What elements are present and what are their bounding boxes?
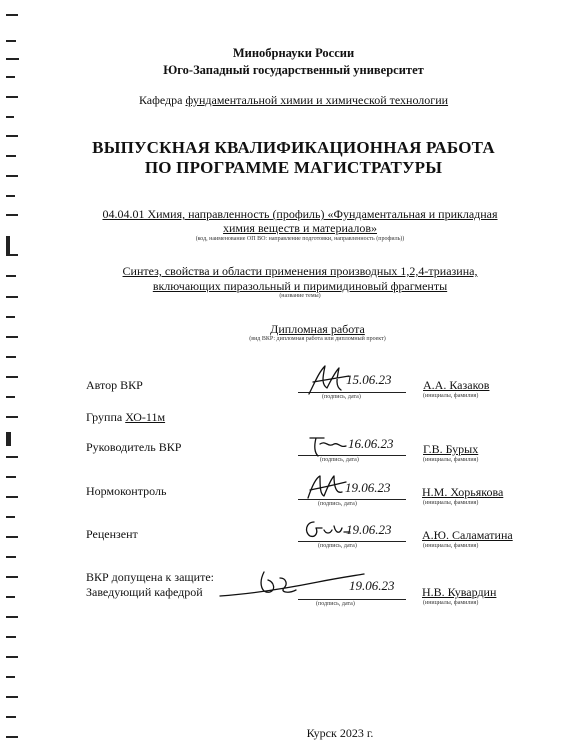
reviewer-name: А.Ю. Саламатина xyxy=(422,528,513,542)
program-line2: химия веществ и материалов» xyxy=(222,221,377,235)
supervisor-sign-date: 16.06.23 xyxy=(348,436,394,451)
normcontrol-sign-date: 19.06.23 xyxy=(345,480,391,495)
group-label: Группа xyxy=(86,410,126,424)
supervisor-name-caption: (инициалы, фамилия) xyxy=(423,457,479,463)
head-name: Н.В. Кувардин xyxy=(422,585,497,599)
admission-note: ВКР допущена к защите: xyxy=(86,570,214,584)
reviewer-name-caption: (инициалы, фамилия) xyxy=(423,543,479,549)
normcontrol-sign-caption: (подпись, дата) xyxy=(318,501,357,507)
head-role: Заведующий кафедрой xyxy=(86,585,203,599)
work-type-caption: (вид ВКР: дипломная работа или дипломный проект) xyxy=(249,336,386,342)
ministry-name: Минобрнауки России xyxy=(232,46,355,60)
department-prefix: Кафедра xyxy=(138,93,186,107)
head-name-caption: (инициалы, фамилия) xyxy=(423,600,479,606)
topic-line1: Синтез, свойства и области применения производных 1,2,4-триазина, xyxy=(122,264,478,278)
reviewer-role: Рецензент xyxy=(86,527,138,541)
topic-caption: (название темы) xyxy=(279,293,321,299)
department-name: фундаментальной химии и химической технологии xyxy=(185,93,449,107)
reviewer-sign-date: 19.06.23 xyxy=(346,522,392,537)
work-title-line2: ПО ПРОГРАММЕ МАГИСТРАТУРЫ xyxy=(144,158,443,177)
program-line1: 04.04.01 Химия, направленность (профиль) «Фундаментальная и прикладная xyxy=(102,207,498,221)
university-name: Юго-Западный государственный университет xyxy=(163,63,424,77)
normcontrol-name-caption: (инициалы, фамилия) xyxy=(423,500,479,506)
author-role: Автор ВКР xyxy=(86,378,143,392)
topic-line2: включающих пиразольный и пиримидиновый фрагменты xyxy=(152,279,448,293)
normcontrol-name: Н.М. Хорьякова xyxy=(422,485,504,499)
group-value: ХО-11м xyxy=(125,410,166,424)
work-type: Дипломная работа xyxy=(270,322,365,336)
supervisor-name: Г.В. Бурых xyxy=(423,442,479,456)
author-name: А.А. Казаков xyxy=(423,378,490,392)
author-name-caption: (инициалы, фамилия) xyxy=(423,393,479,399)
head-sign-caption: (подпись, дата) xyxy=(316,601,355,607)
normcontrol-role: Нормоконтроль xyxy=(86,484,167,498)
city-year: Курск 2023 г. xyxy=(306,726,374,740)
supervisor-sign-caption: (подпись, дата) xyxy=(320,457,359,463)
supervisor-role: Руководитель ВКР xyxy=(86,440,182,454)
head-signature xyxy=(218,564,368,606)
author-sign-caption: (подпись, дата) xyxy=(322,394,361,400)
reviewer-sign-caption: (подпись, дата) xyxy=(318,543,357,549)
head-sign-date: 19.06.23 xyxy=(349,578,395,593)
department-line xyxy=(0,93,587,108)
author-sign-date: 15.06.23 xyxy=(346,372,392,387)
work-title-line1: ВЫПУСКНАЯ КВАЛИФИКАЦИОННАЯ РАБОТА xyxy=(92,138,495,157)
group-line xyxy=(86,410,165,425)
program-caption: (код, наименование ОП ВО: направление подготовки, направленность (профиль)) xyxy=(195,236,405,242)
